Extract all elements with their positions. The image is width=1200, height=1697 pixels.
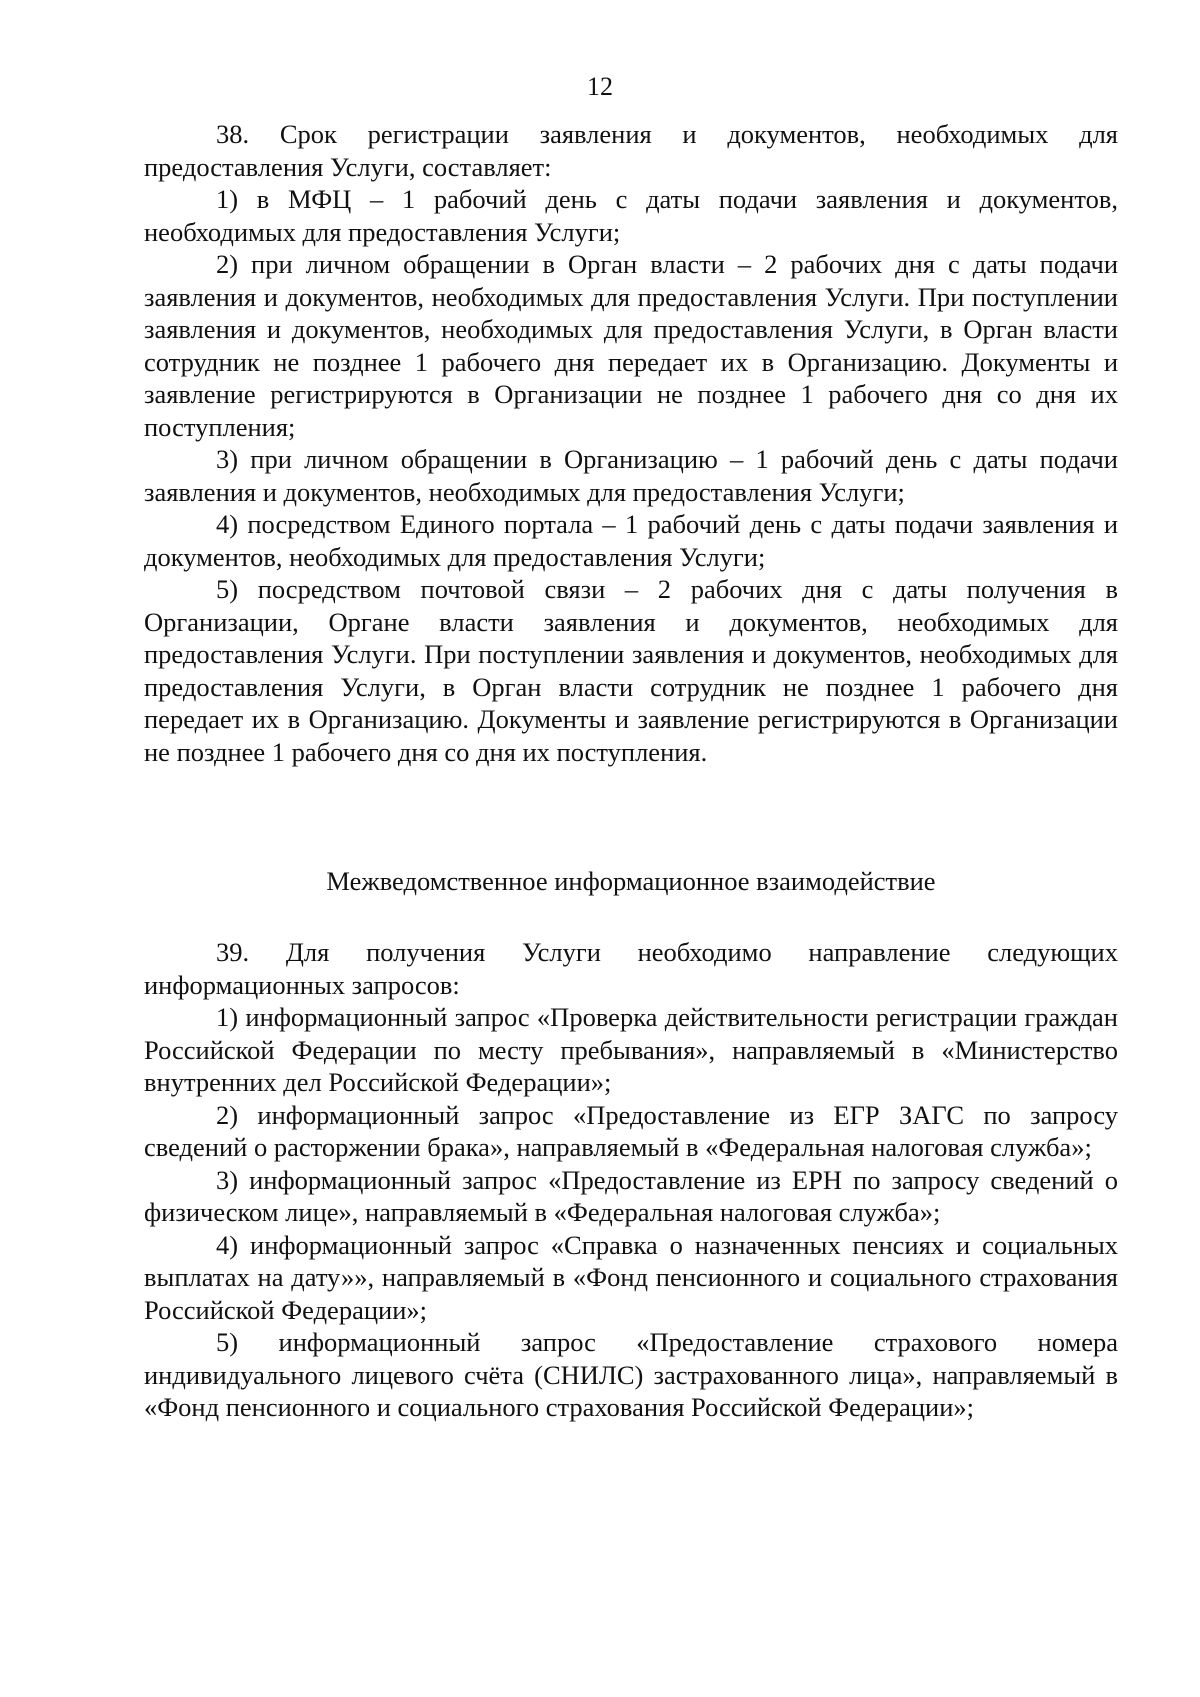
list-item-portal: 4) посредством Единого портала – 1 рабочий день с даты подачи заявления и документов, необходимых для предоставления Услуги; xyxy=(144,509,1118,572)
list-item-zags-request: 2) информационный запрос «Предоставление из ЕГР ЗАГС по запросу сведений о расторжении брака», направляемый в «Федеральная налоговая служба»; xyxy=(144,1099,1118,1162)
list-item-mfc: 1) в МФЦ – 1 рабочий день с даты подачи заявления и документов, необходимых для предоставления Услуги; xyxy=(144,184,1118,247)
paragraph-39: 39. Для получения Услуги необходимо направление следующих информационных запросов: xyxy=(144,937,1118,1000)
list-item-postal: 5) посредством почтовой связи – 2 рабочих дня с даты получения в Организации, Органе власти заявления и документов, необходимых для предоставления Услуги. При поступлении заявления и документов, необходимых для предоставления Услуги, в Орган власти сотрудник не позднее 1 рабочего дня передает их в Организацию. Документы и заявление регистрируются в Организации не позднее 1 рабочего дня со дня их поступления. xyxy=(144,574,1118,767)
paragraph-38: 38. Срок регистрации заявления и документов, необходимых для предоставления Услуги, составляет: xyxy=(144,119,1118,182)
list-item-authority: 2) при личном обращении в Орган власти – 2 рабочих дня с даты подачи заявления и документов, необходимых для предоставления Услуги. При поступлении заявления и документов, необходимых для предоставления Услуги, в Орган власти сотрудник не позднее 1 рабочего дня передает их в Организацию. Документы и заявление регистрируются в Организации не позднее 1 рабочего дня со дня их поступления; xyxy=(144,249,1118,442)
list-item-snils-request: 5) информационный запрос «Предоставление страхового номера индивидуального лицевого счёта (СНИЛС) застрахованного лица», направляемый в «Фонд пенсионного и социального страхования Российской Федерации»; xyxy=(144,1327,1118,1422)
list-item-ern-request: 3) информационный запрос «Предоставление из ЕРН по запросу сведений о физическом лице», направляемый в «Федеральная налоговая служба»; xyxy=(144,1164,1118,1227)
page-number: 12 xyxy=(587,72,613,101)
registration-terms-section xyxy=(144,118,1118,768)
list-item-pension-request: 4) информационный запрос «Справка о назначенных пенсиях и социальных выплатах на дату»», направляемый в «Фонд пенсионного и социального страхования Российской Федерации»; xyxy=(144,1229,1118,1325)
list-item-mvd-request: 1) информационный запрос «Проверка действительности регистрации граждан Российской Федерации по месту пребывания», направляемый в «Министерство внутренних дел Российской Федерации»; xyxy=(144,1002,1118,1097)
interagency-section xyxy=(144,936,1118,1424)
section-heading: Межведомственное информационное взаимодействие xyxy=(326,866,936,896)
list-item-organization: 3) при личном обращении в Организацию – 1 рабочий день с даты подачи заявления и документов, необходимых для предоставления Услуги; xyxy=(144,444,1118,507)
